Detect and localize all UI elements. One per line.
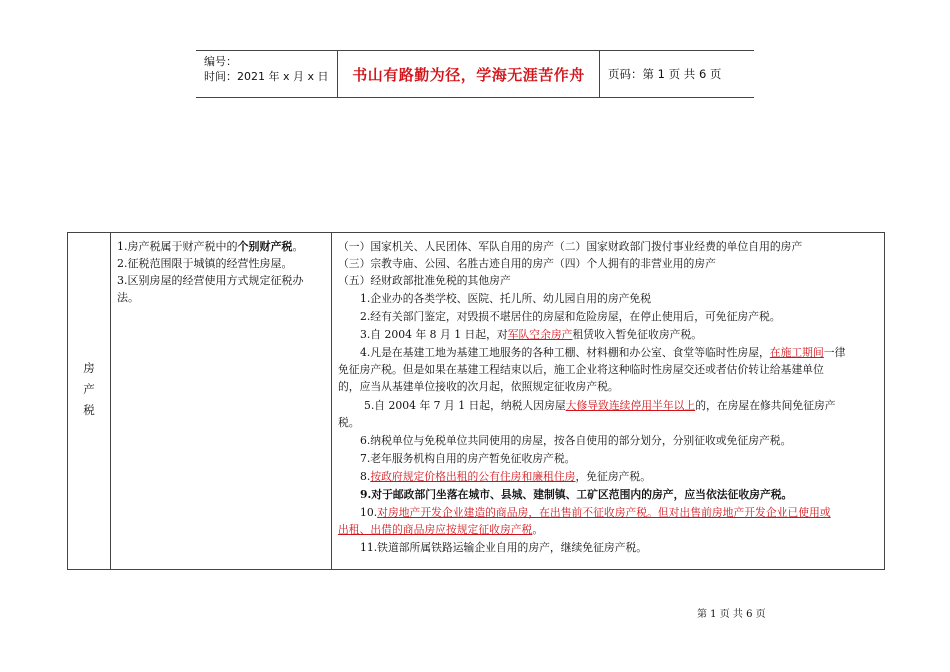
exemption-text: 的，在房屋在修共间免征房产	[695, 399, 836, 412]
exemption-line: 免征房产税。但是如果在基建工程结束以后，施工企业将这种临时性房屋交还或者估价转让给基建单位	[338, 363, 824, 376]
page-footer: 第 1 页 共 6 页	[697, 609, 766, 620]
highlighted-text: 按政府规定价格出租的公有住房和廉租住房	[370, 470, 576, 483]
highlighted-text: 在施工期间	[769, 346, 824, 359]
exemption-text: ，免征房产税。	[575, 470, 652, 483]
feature-text: 。	[292, 240, 304, 253]
exemption-line	[360, 469, 651, 485]
highlighted-text: 出租、出借的商品房应按规定征收房产税	[338, 523, 533, 536]
exemption-line: 1.企业办的各类学校、医院、托儿所、幼儿园自用的房产免税	[360, 292, 652, 305]
exemption-line	[360, 505, 831, 521]
category-char: 房	[83, 361, 95, 375]
exemption-text: 3.自 2004 年 8 月 1 日起，对	[360, 328, 508, 341]
exemption-line: 9.对于邮政部门坐落在城市、县城、建制镇、工矿区范围内的房产，应当依法征收房产税。	[360, 488, 793, 501]
feature-item: 法。	[117, 291, 139, 304]
exemption-text: 。	[532, 523, 544, 536]
highlighted-text: 对房地产开发企业建造的商品房，在出售前不征收房产税。但对出售前房地产开发企业已使用或	[377, 506, 831, 519]
exemption-text: 一律	[823, 346, 846, 359]
feature-text: 1.房产税属于财产税中的	[117, 240, 238, 253]
features-cell	[111, 233, 332, 569]
exemption-text: 5.自 2004 年 7 月 1 日起，纳税人因房屋	[364, 399, 566, 412]
motto-text: 书山有路勤为径，学海无涯苦作舟	[352, 65, 585, 84]
feature-item: 2.征税范围限于城镇的经营性房屋。	[117, 257, 293, 270]
page-number-label: 页码：第 1 页 共 6 页	[608, 67, 722, 81]
highlighted-text: 大修导致连续停用半年以上	[565, 399, 696, 412]
feature-item: 3.区别房屋的经营使用方式规定征税办	[117, 274, 304, 287]
exemption-line: （一）国家机关、人民团体、军队自用的房产（二）国家财政部门拨付事业经费的单位自用的房产	[338, 240, 803, 253]
exemption-line	[338, 522, 543, 538]
exemption-text: 4.凡是在基建工地为基建工地服务的各种工棚、材料棚和办公室、食堂等临时性房屋，	[360, 346, 770, 359]
exemption-text: 8.	[360, 470, 371, 483]
feature-bold-text: 个别财产税	[237, 240, 293, 253]
exemption-line: 11.铁道部所属铁路运输企业自用的房产，继续免征房产税。	[360, 541, 648, 554]
header-motto-cell	[338, 51, 600, 97]
exemption-text: 10.	[360, 506, 378, 519]
category-cell	[68, 233, 111, 569]
exemption-text: 租赁收入暂免征收房产税。	[572, 328, 703, 341]
exemption-line	[360, 345, 845, 361]
category-char: 税	[83, 403, 95, 417]
feature-item	[117, 239, 304, 255]
exemption-line: （五）经财政部批准免税的其他房产	[338, 274, 511, 287]
exemption-line: （三）宗教寺庙、公园、名胜古迹自用的房产（四）个人拥有的非营业用的房产	[338, 257, 716, 270]
exemption-line: 6.纳税单位与免税单位共同使用的房屋，按各自使用的部分划分，分别征收或免征房产税。	[360, 434, 792, 447]
exemptions-cell	[332, 233, 884, 569]
exemption-line	[364, 398, 836, 414]
exemption-line: 7.老年服务机构自用的房产暂免征收房产税。	[360, 452, 576, 465]
exemption-line: 的，应当从基建单位接收的次月起，依照规定征收房产税。	[338, 380, 619, 393]
highlighted-text: 军队空余房产	[507, 328, 573, 341]
document-header	[196, 50, 754, 98]
category-label	[68, 358, 110, 421]
tax-table	[67, 232, 885, 570]
exemption-line: 2.经有关部门鉴定，对毁损不堪居住的房屋和危险房屋，在停止使用后，可免征房产税。	[360, 310, 781, 323]
category-char: 产	[83, 382, 95, 396]
exemption-line	[360, 327, 702, 343]
number-label: 编号：	[204, 55, 237, 68]
exemption-line: 税。	[338, 416, 360, 429]
header-page-cell	[600, 51, 754, 97]
header-meta-cell	[196, 51, 338, 97]
time-label: 时间：2021 年 x 月 x 日	[204, 70, 329, 83]
